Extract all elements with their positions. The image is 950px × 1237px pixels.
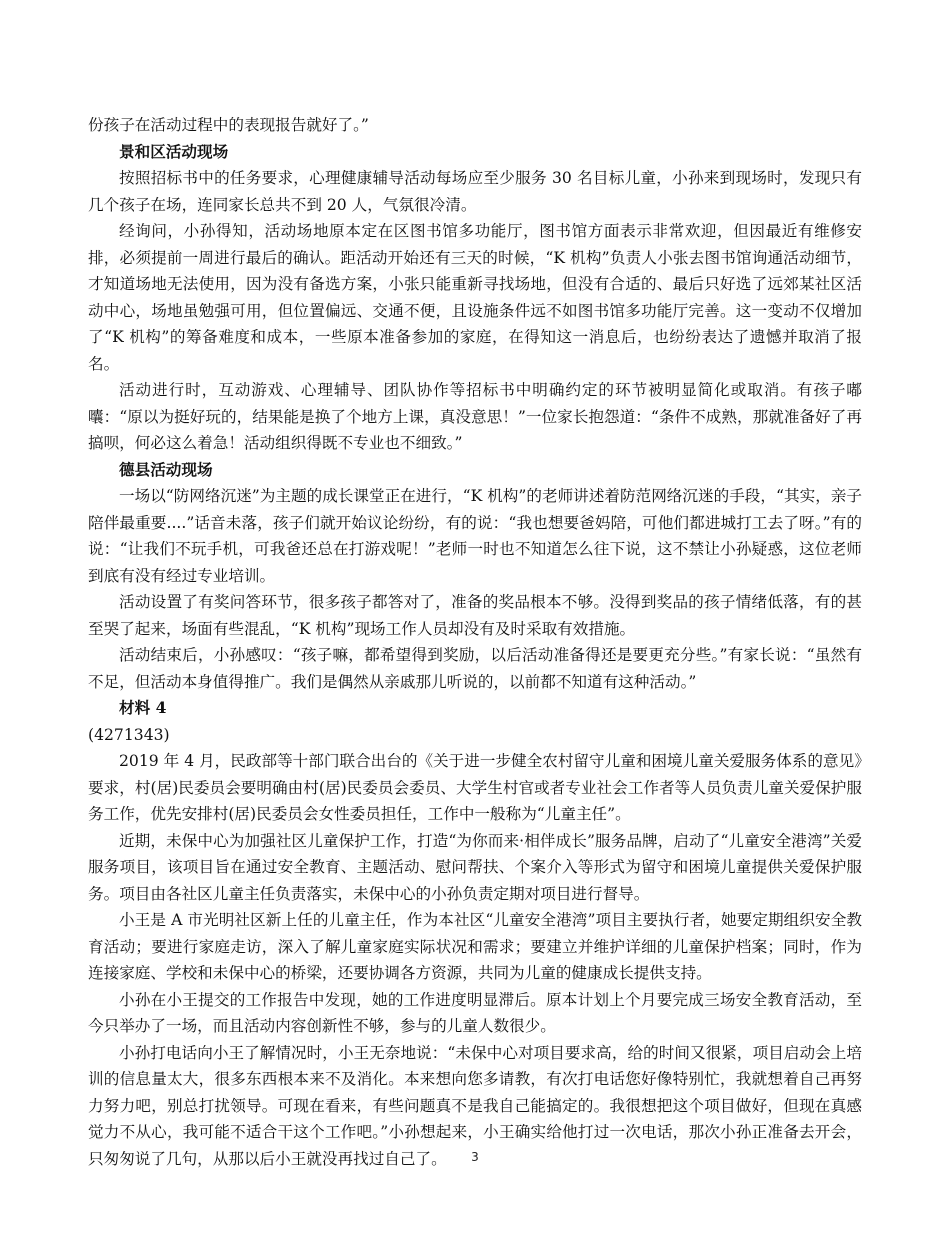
paragraph: 活动结束后，小孙感叹：“孩子嘛，都希望得到奖励，以后活动准备得还是要更充分些。”有家长说：“虽然有不足，但活动本身值得推广。我们是偶然从亲戚那儿听说的，以前都不知道有这种活动。” <box>88 646 862 691</box>
paragraph: 小王是 A 市光明社区新上任的儿童主任，作为本社区“儿童安全港湾”项目主要执行者，她要定期组织安全教育活动；要进行家庭走访，深入了解儿童家庭实际状况和需求；要建立并维护详细的儿童保护档案；同时，作为连接家庭、学校和未保中心的桥梁，还要协调各方资源，共同为儿童的健康成长提供支持。 <box>88 911 862 982</box>
section-heading: 德县活动现场 <box>119 459 213 479</box>
paragraph: 小孙在小王提交的工作报告中发现，她的工作进度明显滞后。原本计划上个月要完成三场安全教育活动，至今只举办了一场，而且活动内容创新性不够，参与的儿童人数很少。 <box>88 990 862 1035</box>
paragraph: 一场以“防网络沉迷”为主题的成长课堂正在进行，“K 机构”的老师讲述着防范网络沉迷的手段，“其实，亲子陪伴最重要....”话音未落，孩子们就开始议论纷纷，有的说：“我也想要爸妈陪，可他们都进城打工去了呀。”有的说：“让我们不玩手机，可我爸还总在打游戏呢！”老师一时也不知道怎么往下说，这不禁让小孙疑惑，这位老师到底有没有经过专业培训。 <box>88 487 862 585</box>
paragraph: 活动设置了有奖问答环节，很多孩子都答对了，准备的奖品根本不够。没得到奖品的孩子情绪低落，有的甚至哭了起来，场面有些混乱，“K 机构”现场工作人员却没有及时采取有效措施。 <box>88 593 862 638</box>
paragraph: 份孩子在活动过程中的表现报告就好了。” <box>88 116 369 134</box>
document-body <box>88 112 862 1172</box>
material-code: (4271343) <box>88 725 170 744</box>
paragraph: 2019 年 4 月，民政部等十部门联合出台的《关于进一步健全农村留守儿童和困境儿童关爱服务体系的意见》要求，村(居)民委员会要明确由村(居)民委员会委员、大学生村官或者专业社会工作者等人员负责儿童关爱保护服务工作，优先安排村(居)民委员会女性委员担任，工作中一般称为“儿童主任”。 <box>88 752 862 823</box>
paragraph: 按照招标书中的任务要求，心理健康辅导活动每场应至少服务 30 名目标儿童，小孙来到现场时，发现只有几个孩子在场，连同家长总共不到 20 人，气氛很冷清。 <box>88 169 862 214</box>
page-number: 3 <box>471 1150 479 1164</box>
section-heading: 景和区活动现场 <box>119 141 229 161</box>
paragraph: 小孙打电话向小王了解情况时，小王无奈地说：“未保中心对项目要求高，给的时间又很紧，项目启动会上培训的信息量太大，很多东西根本来不及消化。本来想向您多请教，有次打电话您好像特别忙，我就想着自己再努力努力吧，别总打扰领导。可现在看来，有些问题真不是我自己能搞定的。我很想把这个项目做好，但现在真感觉力不从心，我可能不适合干这个工作吧。”小孙想起来，小王确实给他打过一次电话，那次小孙正准备去开会，只匆匆说了几句，从那以后小王就没再找过自己了。 <box>88 1043 862 1168</box>
paragraph: 经询问，小孙得知，活动场地原本定在区图书馆多功能厅，图书馆方面表示非常欢迎，但因最近有维修安排，必须提前一周进行最后的确认。距活动开始还有三天的时候，“K 机构”负责人小张去图书馆询通活动细节，才知道场地无法使用，因为没有备选方案，小张只能重新寻找场地，但没有合适的、最后只好选了远郊某社区活动中心，场地虽勉强可用，但位置偏远、交通不便，且设施条件远不如图书馆多功能厅完善。这一变动不仅增加了“K 机构”的筹备难度和成本，一些原本准备参加的家庭，在得知这一消息后，也纷纷表达了遗憾并取消了报名。 <box>88 222 862 373</box>
paragraph: 活动进行时，互动游戏、心理辅导、团队协作等招标书中明确约定的环节被明显简化或取消。有孩子嘟囔：“原以为挺好玩的，结果能是换了个地方上课，真没意思！”一位家长抱怨道：“条件不成熟，那就准备好了再搞呗，何必这么着急！活动组织得既不专业也不细致。” <box>88 381 862 452</box>
paragraph: 近期，未保中心为加强社区儿童保护工作，打造“为你而来·相伴成长”服务品牌，启动了“儿童安全港湾”关爱服务项目，该项目旨在通过安全教育、主题活动、慰问帮扶、个案介入等形式为留守和困境儿童提供关爱保护服务。项目由各社区儿童主任负责落实，未保中心的小孙负责定期对项目进行督导。 <box>88 831 862 903</box>
material-heading: 材料 4 <box>119 698 167 717</box>
